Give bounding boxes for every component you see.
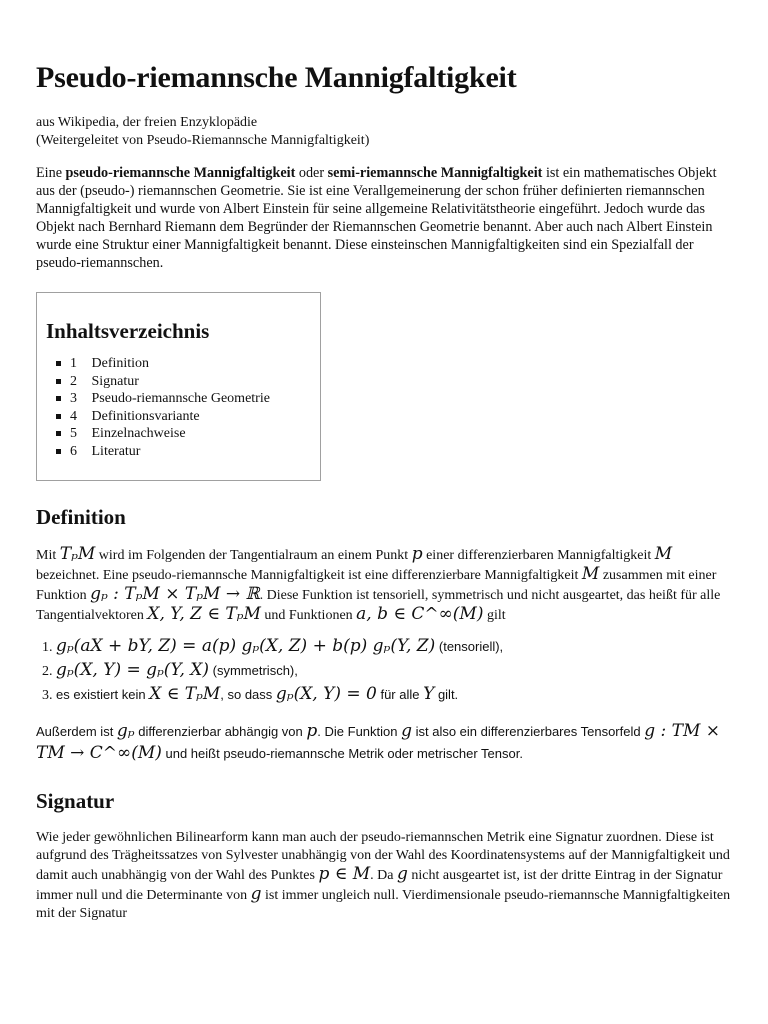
math-g: g [401,721,412,741]
term-pseudo: pseudo-riemannsche Mannigfaltigkeit [65,165,296,181]
toc-item-definitionsvariante[interactable]: 4 Definitionsvariante [70,408,312,426]
intro-paragraph: Eine pseudo-riemannsche Mannigfaltigkeit oder semi-riemannsche Mannigfaltigkeit ist ein mathematisches Objekt aus der (pseudo-) riemannschen Geometrie. Sie ist eine Verallgemeinerung der schon früher definierten riemannschen Mannigfaltigkeit und wurde von Albert Einstein für seine allgemeine Relativitätstheorie eingeführt. Jedoch wurde das Objekt nach Bernhard Riemann dem Begründer der Riemannschen Geometrie benannt. Aber auch nach Albert Einstein wurde eine Struktur einer Mannigfaltigkeit benannt. Diese einsteinschen Mannigfaltigkeiten sind ein Spezialfall der pseudo-riemannschen. [36,165,717,271]
bullet-icon [56,449,61,454]
term-semi: semi-riemannsche Mannigfaltigkeit [327,165,543,181]
toc-list [46,355,312,460]
property-list [36,635,732,707]
math-tensorfeld: g : TM × TM → C^∞(M) [36,721,721,763]
math-tpm: TₚM [59,544,96,564]
signatur-paragraph: Wie jeder gewöhnlichen Bilinearform kann man auch der pseudo-riemannschen Metrik eine Signatur zuordnen. Diese ist aufgrund des Trägheitssatzes von Sylvester unabhängig von der Wahl des Koordinatensystems auf der Mannigfaltigkeit und damit auch unabhängig von der Wahl des Punktes p ∈ M. Da g nicht ausgeartet ist, ist der dritte Eintrag in der Signatur immer null und die Determinante von g ist immer ungleich null. Vierdimensionale pseudo-riemannsche Mannigfaltigkeiten mit der Signatur [36,830,731,921]
math-ab: a, b ∈ C^∞(M) [356,604,484,624]
math-m: M [654,544,673,564]
math-p-in-m: p ∈ M [318,864,371,884]
math-p: p [411,544,423,564]
list-item: 3. es existiert kein X ∈ TₚM, so dass gₚ(X, Y) = 0 für alle Y gilt. [56,683,732,707]
math-gp-zero: gₚ(X, Y) = 0 [275,684,377,704]
math-tensoriell: gₚ(aX + bY, Z) = a(p) gₚ(X, Z) + b(p) gₚ(Y, Z) [56,636,436,656]
math-g: g [396,864,408,884]
math-gp: gₚ [116,721,135,741]
table-of-contents [36,292,321,481]
toc-item-signatur[interactable]: 2 Signatur [70,373,312,391]
toc-title: Inhaltsverzeichnis [46,319,210,343]
bullet-icon [56,414,61,419]
page-title: Pseudo-riemannsche Mannigfaltigkeit [36,61,517,94]
math-xyz: X, Y, Z ∈ TₚM [147,604,261,624]
bullet-icon [56,379,61,384]
toc-item-geometrie[interactable]: 3 Pseudo-riemannsche Geometrie [70,390,312,408]
heading-signatur: Signatur [36,789,115,813]
math-x-in-tpm: X ∈ TₚM [149,684,221,704]
math-gp-function: gₚ : TₚM × TₚM → ℝ [90,584,260,604]
toc-item-literatur[interactable]: 6 Literatur [70,443,312,461]
bullet-icon [56,431,61,436]
bullet-icon [56,396,61,401]
list-item: 2. gₚ(X, Y) = gₚ(Y, X) (symmetrisch), [56,659,732,683]
math-y: Y [423,684,435,704]
definition-paragraph: Mit TₚM wird im Folgenden der Tangentialraum an einem Punkt p einer differenzierbaren Mannigfaltigkeit M bezeichnet. Eine pseudo-riemannsche Mannigfaltigkeit ist eine differenzierbare Mannigfaltigkeit M zusammen mit einer Funktion gₚ : TₚM × TₚM → ℝ. Diese Funktion ist tensoriell, symmetrisch und nicht ausgeartet, das heißt für alle Tangentialvektoren X, Y, Z ∈ TₚM und Funktionen a, b ∈ C^∞(M) gilt [36,544,721,624]
list-item: 1. gₚ(aX + bY, Z) = a(p) gₚ(X, Z) + b(p) gₚ(Y, Z) (tensoriell), [56,635,732,659]
math-g: g [250,884,262,904]
redirect-line: (Weitergeleitet von Pseudo-Riemannsche Mannigfaltigkeit) [36,133,370,148]
math-p: p [306,721,318,741]
toc-item-definition[interactable]: 1 Definition [70,355,312,373]
bullet-icon [56,361,61,366]
math-m: M [581,564,600,584]
math-symmetrisch: gₚ(X, Y) = gₚ(Y, X) [56,660,210,680]
metric-paragraph: Außerdem ist gₚ differenzierbar abhängig von p. Die Funktion g ist also ein differenzierbares Tensorfeld g : TM × TM → C^∞(M) und heißt pseudo-riemannsche Metrik oder metrischer Tensor. [36,721,721,763]
heading-definition: Definition [36,505,126,529]
toc-item-einzelnachweise[interactable]: 5 Einzelnachweise [70,425,312,443]
source-line: aus Wikipedia, der freien Enzyklopädie [36,115,258,130]
